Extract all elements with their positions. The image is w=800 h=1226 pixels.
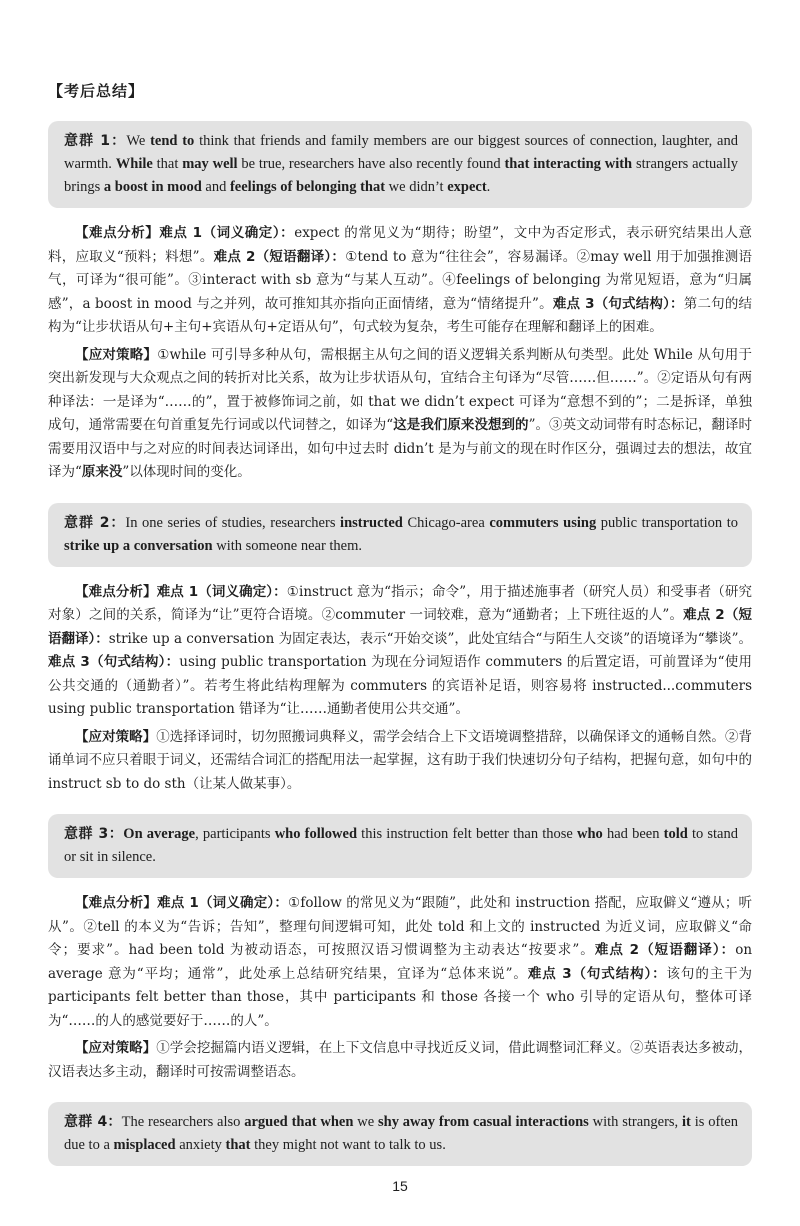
analysis-paragraph-2 — [48, 581, 752, 722]
difficulty-label: 难点 2（短语翻译）： — [48, 607, 752, 647]
difficulty-label: 难点 3（句式结构）： — [48, 654, 180, 670]
text-run: this instruction felt better than those — [357, 826, 578, 842]
text-run: they might not want to talk to us. — [250, 1137, 446, 1153]
sentence-group-3 — [48, 814, 752, 878]
difficulty-label: 难点 1（词义确定）： — [159, 225, 295, 241]
text-run: that — [152, 156, 183, 172]
keyword: it — [682, 1114, 691, 1130]
text-run: we didn’t — [385, 179, 448, 195]
text-run: ①instruct 意为“指示；命令”，用于描述施事者（研究人员）和受事者（研究对象）之间的关系，简译为“让”更符合语境。②commuter 一词较难，意为“通勤者；上下班往返的人”。 — [48, 583, 752, 623]
strategy-paragraph-2 — [48, 726, 752, 797]
keyword: may well — [182, 156, 238, 172]
text-run: is often due to a — [64, 1114, 738, 1153]
difficulty-label: 难点 3（句式结构）： — [552, 295, 684, 312]
keyword: 这是我们原来没想到的 — [393, 417, 529, 433]
sentence-group-1 — [48, 121, 752, 208]
text-run: anxiety — [175, 1137, 226, 1153]
difficulty-label: 难点 3（句式结构）： — [527, 965, 667, 982]
difficulty-label: 难点 1（词义确定）： — [156, 583, 287, 600]
strategy-label: 【应对策略】 — [75, 1040, 157, 1056]
keyword: argued that when — [244, 1114, 354, 1130]
keyword: feelings of belonging that — [229, 179, 386, 195]
text-run: with someone near them. — [212, 537, 363, 554]
keyword: expect — [447, 179, 487, 195]
text-run: ①while 可引导多种从句，需根据主从句之间的语义逻辑关系判断从句类型。此处 While 从句用于突出新发现与大众观点之间的转折对比关系，故为让步状语从句，宜结合主句译为“尽管……但……”。②定语从句有两种译法：一是译为“……的”，置于被修饰词之前，如 that we didn’t expect 可译为“意想不到的”；二是拆译，单独成句，通常需要在句首重复先行词或以代词替之，如译为“ — [48, 346, 753, 433]
text-run: Chicago-area — [402, 514, 490, 531]
keyword: On average — [123, 826, 196, 842]
group-label: 意群 1： — [64, 133, 127, 149]
keyword: shy away from casual interactions — [377, 1114, 589, 1130]
text-run: we — [353, 1114, 378, 1130]
keyword: who — [577, 826, 603, 842]
text-run: think that friends and family members are our biggest sources of connection, laughter, and warmth. — [64, 133, 738, 172]
keyword: misplaced — [113, 1137, 176, 1153]
analysis-paragraph-1 — [48, 222, 752, 340]
group-label: 意群 2： — [64, 514, 126, 531]
text-run: We — [126, 133, 151, 149]
sentence-group-4 — [48, 1102, 752, 1166]
text-run: had been — [602, 826, 664, 842]
keyword: that interacting with — [504, 156, 633, 172]
group-label: 意群 4： — [64, 1114, 122, 1130]
keyword: tend to — [150, 133, 195, 149]
text-run: strangers actually brings — [64, 156, 739, 195]
text-run: In one series of studies, researchers — [125, 514, 341, 531]
strategy-paragraph-1 — [48, 344, 752, 485]
keyword: instructed — [340, 514, 403, 531]
text-run: be true, researchers have also recently found — [237, 156, 505, 172]
text-run: , participants — [195, 826, 275, 842]
keyword: that — [225, 1137, 251, 1153]
text-run: 该句的主干为 participants felt better than those，其中 participants 和 those 各接一个 who 引导的定语从句，整体可译为“……的人的感觉要好于……的人”。 — [48, 965, 753, 1029]
text-run: expect 的常见义为“期待；盼望”，文中为否定形式，表示研究结果出人意料，应取义“预料；料想”。 — [48, 225, 753, 265]
keyword: strike up a conversation — [64, 537, 213, 554]
keyword: While — [115, 156, 153, 172]
text-run: . — [486, 179, 491, 195]
sentence-group-2 — [48, 503, 752, 567]
text-run: 第二句的结构为“让步状语从句+主句+宾语从句+定语从句”，句式较为复杂，考生可能存在理解和翻译上的困难。 — [48, 295, 753, 335]
text-run: ”以体现时间的变化。 — [122, 464, 251, 480]
text-run: ①学会挖掘篇内语义逻辑，在上下文信息中寻找近反义词，借此调整词汇释义。②英语表达多被动，汉语表达多主动，翻译时可按需调整语态。 — [48, 1040, 753, 1080]
page-content — [48, 80, 752, 1180]
analysis-paragraph-3 — [48, 892, 752, 1033]
text-run: using public transportation 为现在分词短语作 commuters 的后置定语，可前置译为“使用公共交通的（通勤者）”。若考生将此结构理解为 commuters 的宾语补足语，则容易将 instructed...commuters using public transportation 错译为“让……通勤者使用公共交通”。 — [48, 654, 752, 717]
text-run: ①选择译词时，切勿照搬词典释义，需学会结合上下文语境调整措辞，以确保译文的通畅自然。②背诵单词不应只着眼于词义，还需结合词汇的搭配用法一起掌握，这有助于我们快速切分句子结构，把握句意，如句中的 instruct sb to do sth（让某人做某事）。 — [48, 728, 753, 792]
text-run: ①tend to 意为“往往会”，容易漏译。②may well 用于加强推测语气，可译为“很可能”。③interact with sb 意为“与某人互动”。④feelings of belonging 为常见短语，意为“归属感”，a boost in mood 与之并列，故可推知其亦指向正面情绪，意为“情绪提升”。 — [48, 248, 752, 312]
analysis-label: 【难点分析】 — [75, 583, 157, 600]
analysis-label: 【难点分析】 — [75, 225, 160, 241]
difficulty-label: 难点 2（短语翻译）： — [594, 942, 736, 958]
difficulty-label: 难点 1（词义确定）： — [157, 895, 289, 911]
text-run: and — [201, 179, 230, 195]
keyword: who followed — [274, 826, 358, 842]
group-label: 意群 3： — [64, 826, 124, 842]
keyword: told — [663, 826, 688, 842]
page-number: 15 — [392, 1178, 408, 1194]
text-run: ”。③英文动词带有时态标记，翻译时需要用汉语中与之对应的时间表达词译出，如句中过去时 didn’t 是为与前文的现在时作区分，强调过去的想法，故宜译为“ — [48, 417, 752, 480]
strategy-label: 【应对策略】 — [75, 728, 157, 745]
keyword: a boost in mood — [103, 179, 202, 195]
section-title: 【考后总结】 — [48, 82, 145, 100]
keyword: commuters using — [489, 514, 597, 531]
text-run: with strangers, — [588, 1114, 683, 1130]
text-run: ①follow 的常见义为“跟随”，此处和 instruction 搭配，应取僻义“遵从；听从”。②tell 的本义为“告诉；告知”，整理句间逻辑可知，此处 told 和上文的 instructed 为近义词，应取僻义“命令；要求”。had been told 为被动语态，可按照汉语习惯调整为主动表达“按要求”。 — [48, 895, 753, 958]
text-run: The researchers also — [121, 1114, 245, 1130]
text-run: to stand or sit in silence. — [64, 826, 738, 865]
analysis-label: 【难点分析】 — [75, 895, 158, 911]
text-run: strike up a conversation 为固定表达，表示“开始交谈”，此处宜结合“与陌生人交谈”的语境译为“攀谈”。 — [108, 630, 752, 647]
strategy-paragraph-3 — [48, 1037, 752, 1084]
text-run: public transportation to — [596, 514, 738, 531]
strategy-label: 【应对策略】 — [75, 346, 158, 363]
keyword: 原来没 — [81, 464, 123, 480]
text-run: on average 意为“平均；通常”，此处承上总结研究结果，宜译为“总体来说”。 — [48, 942, 753, 982]
difficulty-label: 难点 2（短语翻译）： — [213, 248, 346, 265]
